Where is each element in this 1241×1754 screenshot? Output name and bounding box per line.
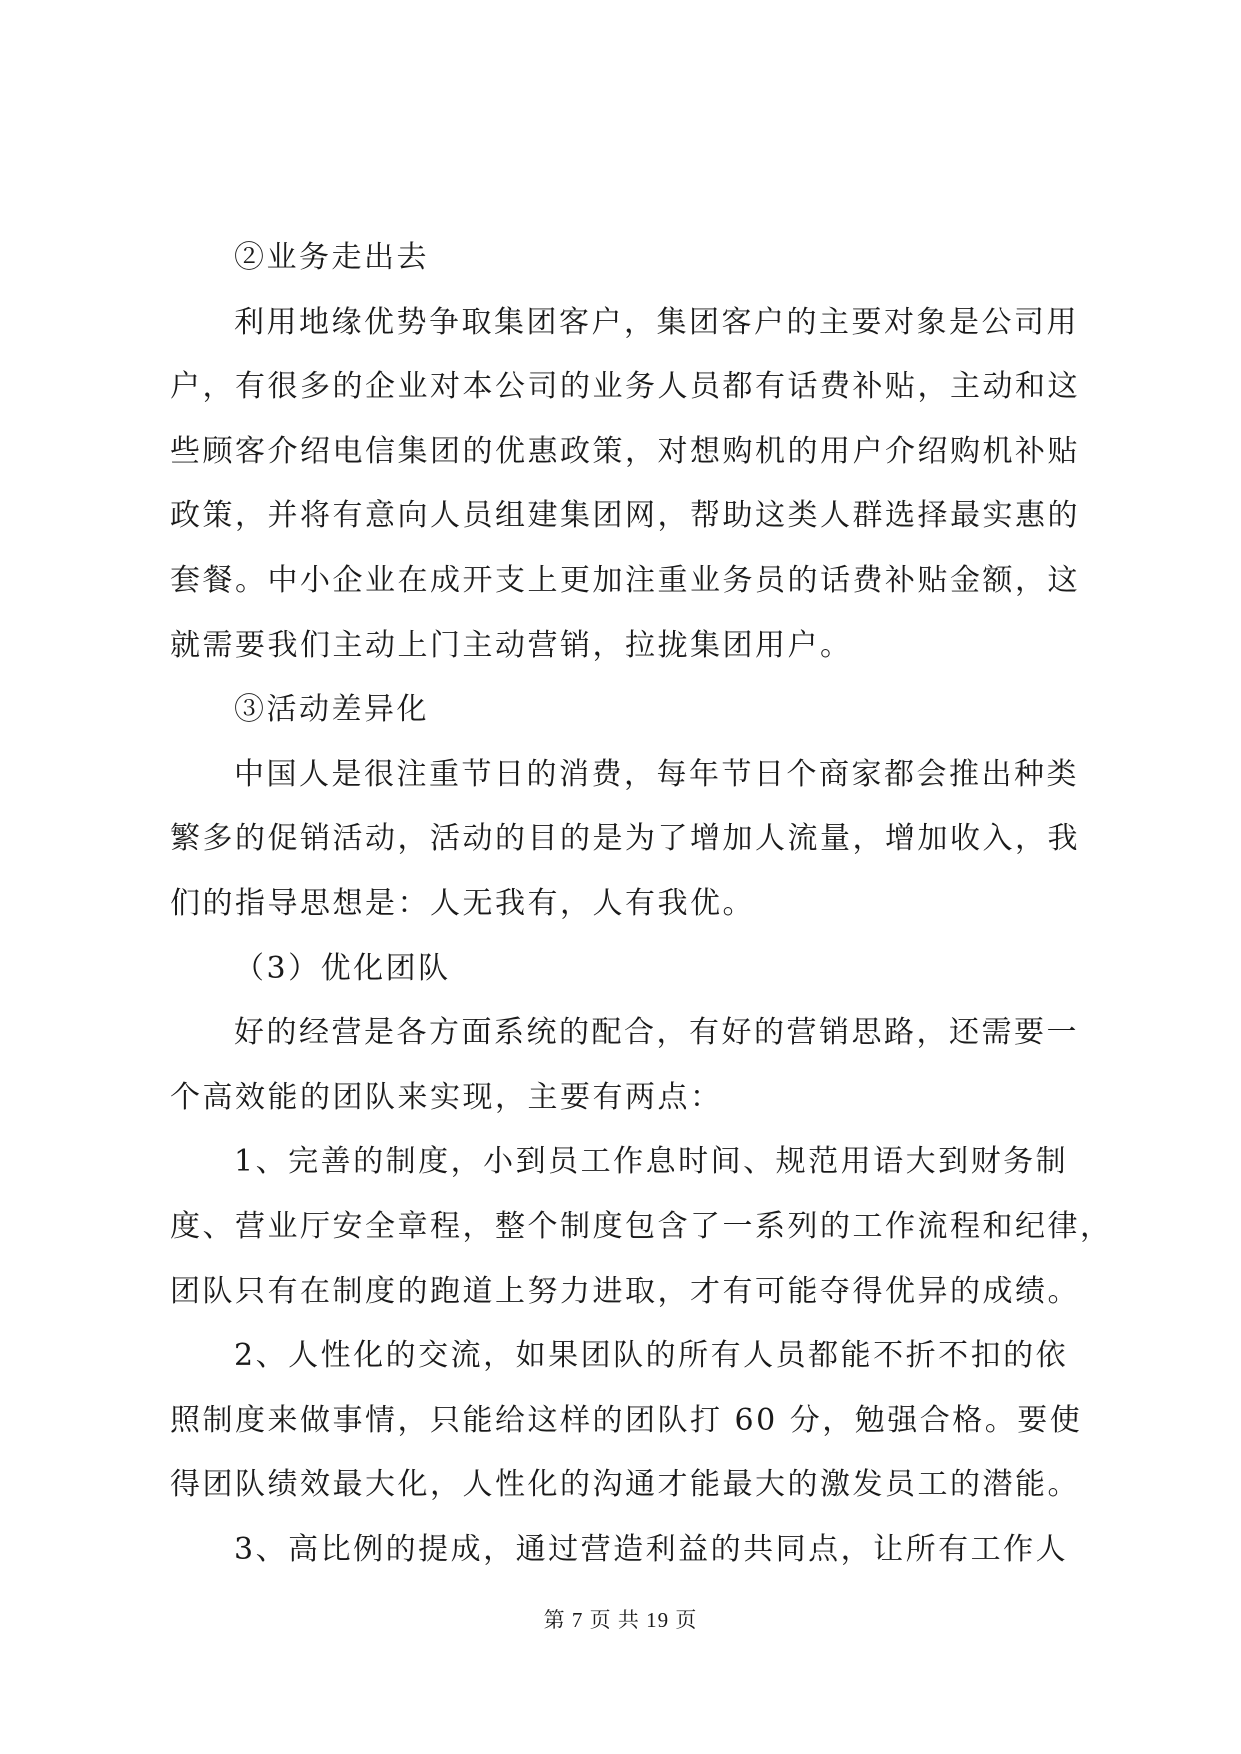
text-line: 照制度来做事情，只能给这样的团队打 60 分，勉强合格。要使 [170, 1402, 1083, 1438]
text-line: ③活动差异化 [234, 692, 429, 728]
text-line: 团队只有在制度的跑道上努力进取，才有可能夺得优异的成绩。 [170, 1273, 1080, 1309]
text-line: 们的指导思想是：人无我有，人有我优。 [170, 885, 755, 921]
text-line: 利用地缘优势争取集团客户，集团客户的主要对象是公司用 [234, 304, 1079, 340]
text-line: 套餐。中小企业在成开支上更加注重业务员的话费补贴金额，这 [170, 562, 1080, 598]
text-line: ②业务走出去 [234, 240, 429, 275]
text-line: 好的经营是各方面系统的配合，有好的营销思路，还需要一 [234, 1015, 1079, 1051]
body-text [170, 226, 1113, 1582]
text-line: 度、营业厅安全章程，整个制度包含了一系列的工作流程和纪律， [170, 1208, 1113, 1244]
text-line: 1、完善的制度，小到员工作息时间、规范用语大到财务制 [234, 1144, 1069, 1180]
text-line: 政策，并将有意向人员组建集团网，帮助这类人群选择最实惠的 [170, 498, 1080, 534]
text-line: 繁多的促销活动，活动的目的是为了增加人流量，增加收入，我 [170, 821, 1080, 857]
text-line: 个高效能的团队来实现，主要有两点： [170, 1079, 723, 1115]
text-line: 户，有很多的企业对本公司的业务人员都有话费补贴，主动和这 [170, 369, 1080, 405]
section-heading: （3）优化团队 [234, 950, 451, 986]
text-line: 些顾客介绍电信集团的优惠政策，对想购机的用户介绍购机补贴 [170, 433, 1080, 469]
text-line: 中国人是很注重节日的消费，每年节日个商家都会推出种类 [234, 756, 1079, 792]
text-line: 得团队绩效最大化，人性化的沟通才能最大的激发员工的潜能。 [170, 1467, 1080, 1503]
text-line: 就需要我们主动上门主动营销，拉拢集团用户。 [170, 627, 853, 663]
page-number-footer: 第 7 页 共 19 页 [543, 1608, 698, 1632]
text-line: 3、高比例的提成，通过营造利益的共同点，让所有工作人 [234, 1531, 1069, 1567]
text-line: 2、人性化的交流，如果团队的所有人员都能不折不扣的依 [234, 1338, 1069, 1374]
